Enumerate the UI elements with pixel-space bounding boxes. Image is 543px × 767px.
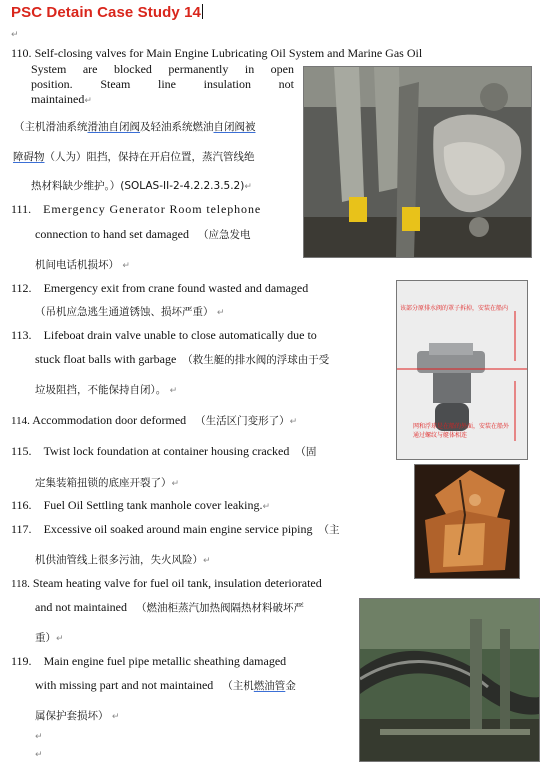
item-111-zh2: 机间电话机损坏） ↵ [35, 259, 130, 271]
item-119-line2: with missing part and not maintained （主机燃油管金 [35, 678, 296, 692]
item-113-line1: 113. Lifeboat drain valve unable to close automatically due to [11, 328, 317, 342]
item-110-line3: position. Steam line insulation not [31, 77, 294, 91]
item-111-line1: 111. Emergency Generator Room telephone [11, 202, 262, 216]
item-113-line2: stuck float balls with garbage （救生艇的排水阀的浮球由于受 [35, 352, 330, 366]
item-113-zh2: 垃圾阻挡，不能保持自闭）。 ↵ [35, 384, 178, 396]
valve-annotation-top: 该部分原排水阀的罩子拆掉，安装在船内 [400, 305, 509, 312]
item-111-line2: connection to hand set damaged （应急发电 [35, 227, 251, 241]
valve-annotation-bottom-2: 通过螺纹与艇体相连 [413, 432, 468, 439]
photo-self-closing-valves [303, 66, 532, 258]
text-cursor [202, 4, 203, 19]
item-118-zh2: 重）↵ [35, 632, 64, 644]
item-110-zh2: 障碍物（人为）阻挡，保持在开启位置，蒸汽管线绝 [13, 151, 255, 163]
item-117-zh2: 机供油管线上很多污油，失火风险）↵ [35, 554, 211, 566]
photo-fuel-pipe-sheathing [359, 598, 540, 762]
item-118-line1: 118. Steam heating valve for fuel oil tank, insulation deteriorated [11, 576, 322, 590]
valve-annotation-bottom-1: 网和浮球是在船的外面，安装在船外 [413, 423, 510, 430]
item-119-line1: 119. Main engine fuel pipe metallic sheathing damaged [11, 654, 287, 668]
item-115-line1: 115. Twist lock foundation at container housing cracked （固 [11, 444, 317, 458]
item-110-zh1: （主机滑油系统滑油自闭阀及轻油系统燃油自闭阀被 [14, 121, 256, 133]
item-119-zh2: 属保护套损坏） ↵ [35, 710, 120, 722]
item-114-line1: 114. Accommodation door deformed （生活区门变形了）↵ [11, 413, 298, 427]
item-117-line1: 117. Excessive oil soaked around main engine service piping （主 [11, 522, 340, 536]
item-110-zh3: 热材料缺少维护。）(SOLAS-II-2-4.2.2.3.5.2)↵ [31, 180, 252, 192]
item-110-line4: maintained↵ [31, 92, 92, 106]
item-112-zh1: （吊机应急逃生通道锈蚀、损坏严重） ↵ [35, 306, 225, 318]
item-110-line1: 110. Self-closing valves for Main Engine Lubricating Oil System and Marine Gas Oil [11, 46, 423, 60]
photo-lifeboat-drain-valve [396, 280, 528, 460]
empty-paragraph-mark: ↵ [35, 732, 43, 742]
empty-paragraph-mark: ↵ [11, 30, 19, 40]
photo-twist-lock-foundation [414, 464, 520, 579]
item-110-line2: System are blocked permanently in open [31, 62, 294, 76]
item-112-line1: 112. Emergency exit from crane found wasted and damaged [11, 281, 309, 295]
item-116-line1: 116. Fuel Oil Settling tank manhole cover leaking.↵ [11, 498, 271, 512]
item-115-zh2: 定集装箱扭锁的底座开裂了）↵ [35, 477, 180, 489]
empty-paragraph-mark: ↵ [35, 750, 43, 760]
item-118-line2: and not maintained （燃油柜蒸汽加热阀隔热材料破坏严 [35, 600, 304, 614]
page-title: PSC Detain Case Study 14 [11, 4, 201, 21]
